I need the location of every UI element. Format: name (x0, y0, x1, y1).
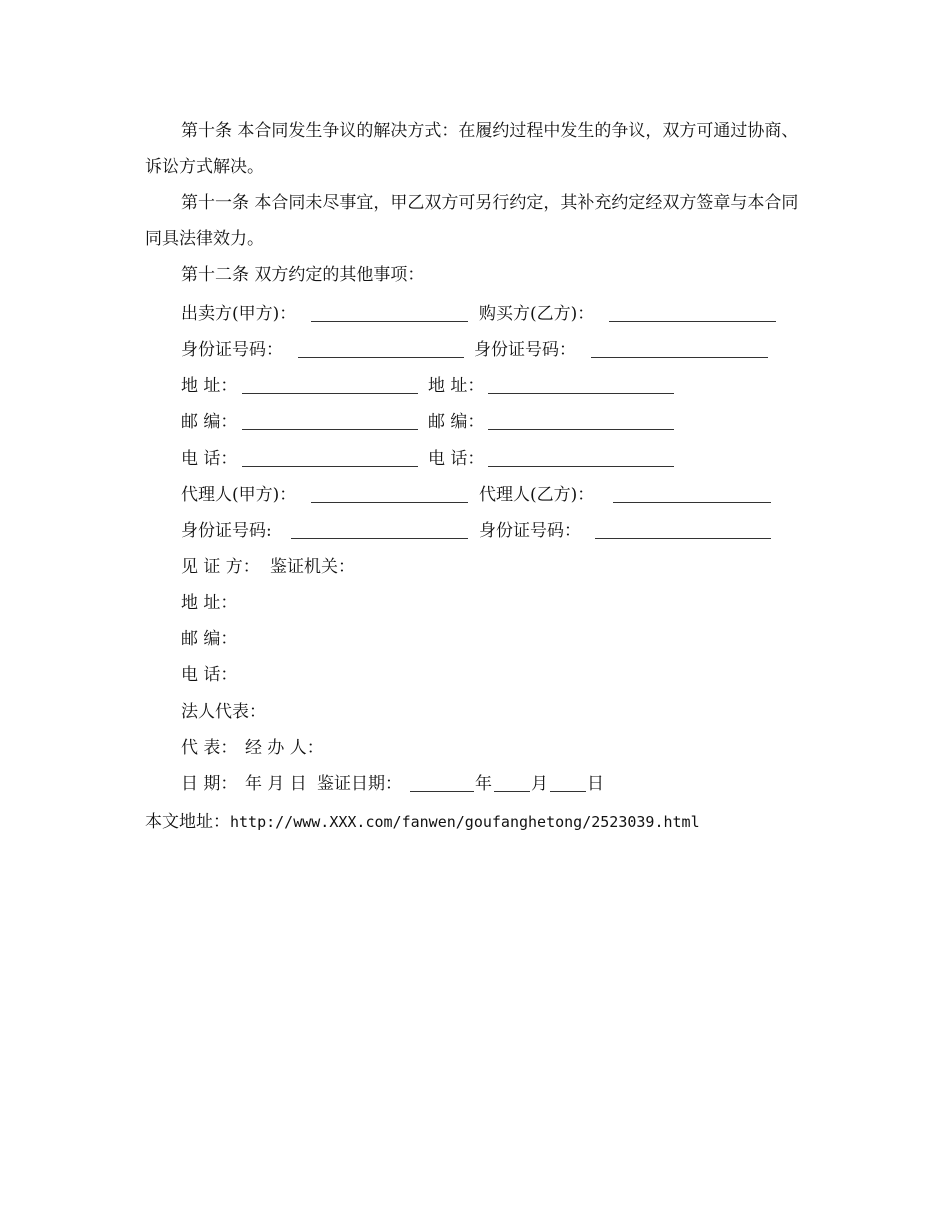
id-blank-b (591, 357, 768, 358)
representative-label: 代 表： (181, 738, 238, 758)
verify-day: 日 (587, 774, 604, 794)
verify-month-blank (494, 791, 530, 792)
verify-date-label: 鉴证日期： (317, 774, 402, 794)
agent-blank-a (311, 502, 468, 503)
authority-label: 鉴证机关： (270, 557, 355, 577)
agent-id-label-a: 身份证号码: (181, 521, 272, 541)
agent-id-blank-b (595, 538, 771, 539)
agent-label-a: 代理人(甲方)： (181, 485, 297, 505)
agent-id-blank-a (291, 538, 468, 539)
id-label-a: 身份证号码： (181, 340, 283, 360)
phone-blank-b (488, 466, 674, 467)
buyer-label: 购买方(乙方)： (479, 304, 595, 324)
agent-label-b: 代理人(乙方)： (479, 485, 595, 505)
handler-label: 经 办 人： (245, 738, 324, 758)
phone-label-b: 电 话： (428, 449, 485, 469)
buyer-blank (609, 321, 776, 322)
verify-year: 年 (475, 774, 492, 794)
postcode-label-a: 邮 编： (181, 412, 238, 432)
verify-month: 月 (531, 774, 548, 794)
date-ymd: 年 月 日 (245, 774, 307, 794)
agent-id-label-b: 身份证号码： (479, 521, 581, 541)
postcode-blank-b (488, 429, 674, 430)
verify-day-blank (550, 791, 586, 792)
witness-label: 见 证 方： (181, 557, 260, 577)
id-label-b: 身份证号码： (474, 340, 576, 360)
contract-page: 第十条 本合同发生争议的解决方式：在履约过程中发生的争议，双方可通过协商、诉讼方式解决。 第十一条 本合同未尽事宜，甲乙双方可另行约定，其补充约定经双方签章与本合同同具法律效力。 第十二条 双方约定的其他事项： 出卖方(甲方)： 购买方(乙方)： 身份证号码： 身份证号码： 地 址： 地 址： 邮 编： 邮 编： 电 话： 电 话： 代理人(甲方)： 代理人(乙方)： 身份证号码: 身份证号码： 见 证 方： 鉴证机关： 地 址： 邮 编： 电 话： 法人代表： 代 表： 经 办 人： 日 期： 年 月 日 鉴证日期： 年 月 日 本文地址：http://www.XXX.com/fanwen/goufanghetong/2523039.html (0, 0, 950, 1230)
date-label: 日 期： (181, 774, 238, 794)
article-12: 第十二条 双方约定的其他事项： (181, 265, 425, 285)
postcode-label-b: 邮 编： (428, 412, 485, 432)
source-url-link[interactable]: http://www.XXX.com/fanwen/goufanghetong/2523039.html (230, 813, 700, 831)
phone-blank-a (242, 466, 418, 467)
article-11: 第十一条 本合同未尽事宜，甲乙双方可另行约定，其补充约定经双方签章与本合同同具法律效力。 (145, 193, 799, 249)
source-address-label: 本文地址： (145, 812, 230, 832)
seller-blank (311, 321, 468, 322)
address-label-b: 地 址： (428, 376, 485, 396)
address-blank-b (488, 393, 674, 394)
phone-label-a: 电 话： (181, 449, 238, 469)
id-blank-a (298, 357, 464, 358)
verify-year-blank (410, 791, 474, 792)
seller-label: 出卖方(甲方)： (181, 304, 297, 324)
agent-blank-b (613, 502, 771, 503)
source-address (145, 810, 700, 834)
address-blank-a (242, 393, 418, 394)
postcode-blank-a (242, 429, 418, 430)
article-10: 第十条 本合同发生争议的解决方式：在履约过程中发生的争议，双方可通过协商、诉讼方式解决。 (145, 121, 799, 177)
address-label-a: 地 址： (181, 376, 238, 396)
